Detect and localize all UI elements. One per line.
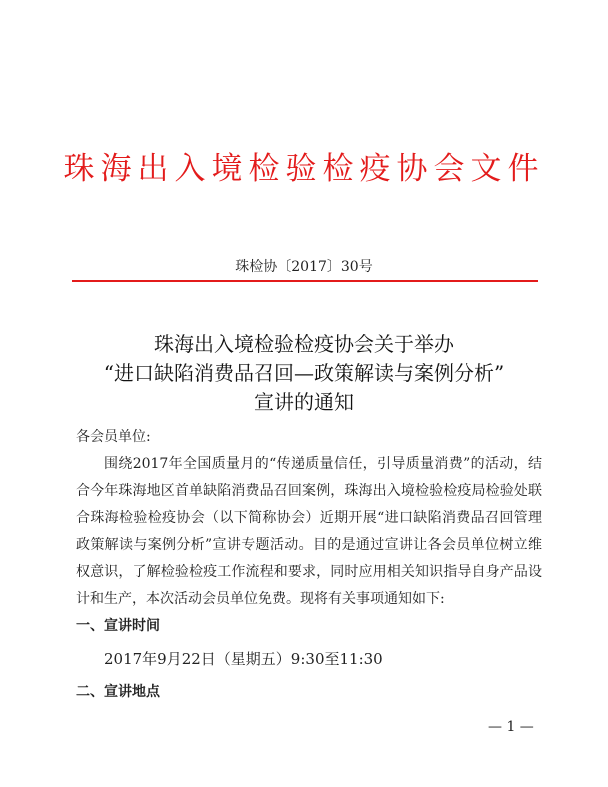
document-header-title: 珠海出入境检验检疫协会文件 — [63, 151, 545, 187]
salutation: 各会员单位: — [76, 429, 151, 445]
notice-title — [0, 330, 608, 417]
section-content-time: 2017年9月22日（星期五）9:30至11:30 — [104, 650, 383, 668]
notice-title-line: “进口缺陷消费品召回—政策解读与案例分析” — [103, 361, 505, 385]
body-paragraph: 围绕2017年全国质量月的“传递质量信任，引导质量消费”的活动，结合今年珠海地区首单缺陷消费品召回案例，珠海出入境检验检疫局检验处联合珠海检验检疫协会（以下简称协会）近期开展“进口缺陷消费品召回管理政策解读与案例分析”宣讲专题活动。目的是通过宣讲让各会员单位树立维权意识，了解检验检疫工作流程和要求，同时应用相关知识指导自身产品设计和生产，本次活动会员单位免费。现将有关事项通知如下: — [76, 456, 542, 607]
red-divider-line — [72, 280, 538, 282]
notice-title-line: 宣讲的通知 — [254, 390, 354, 414]
page-number: — 1 — — [488, 719, 534, 735]
notice-title-line: 珠海出入境检验检疫协会关于举办 — [154, 332, 454, 356]
notice-body — [76, 424, 542, 706]
document-number: 珠检协〔2017〕30号 — [235, 259, 373, 275]
section-heading-location: 二、宣讲地点 — [76, 684, 160, 700]
section-heading-time: 一、宣讲时间 — [76, 618, 160, 634]
